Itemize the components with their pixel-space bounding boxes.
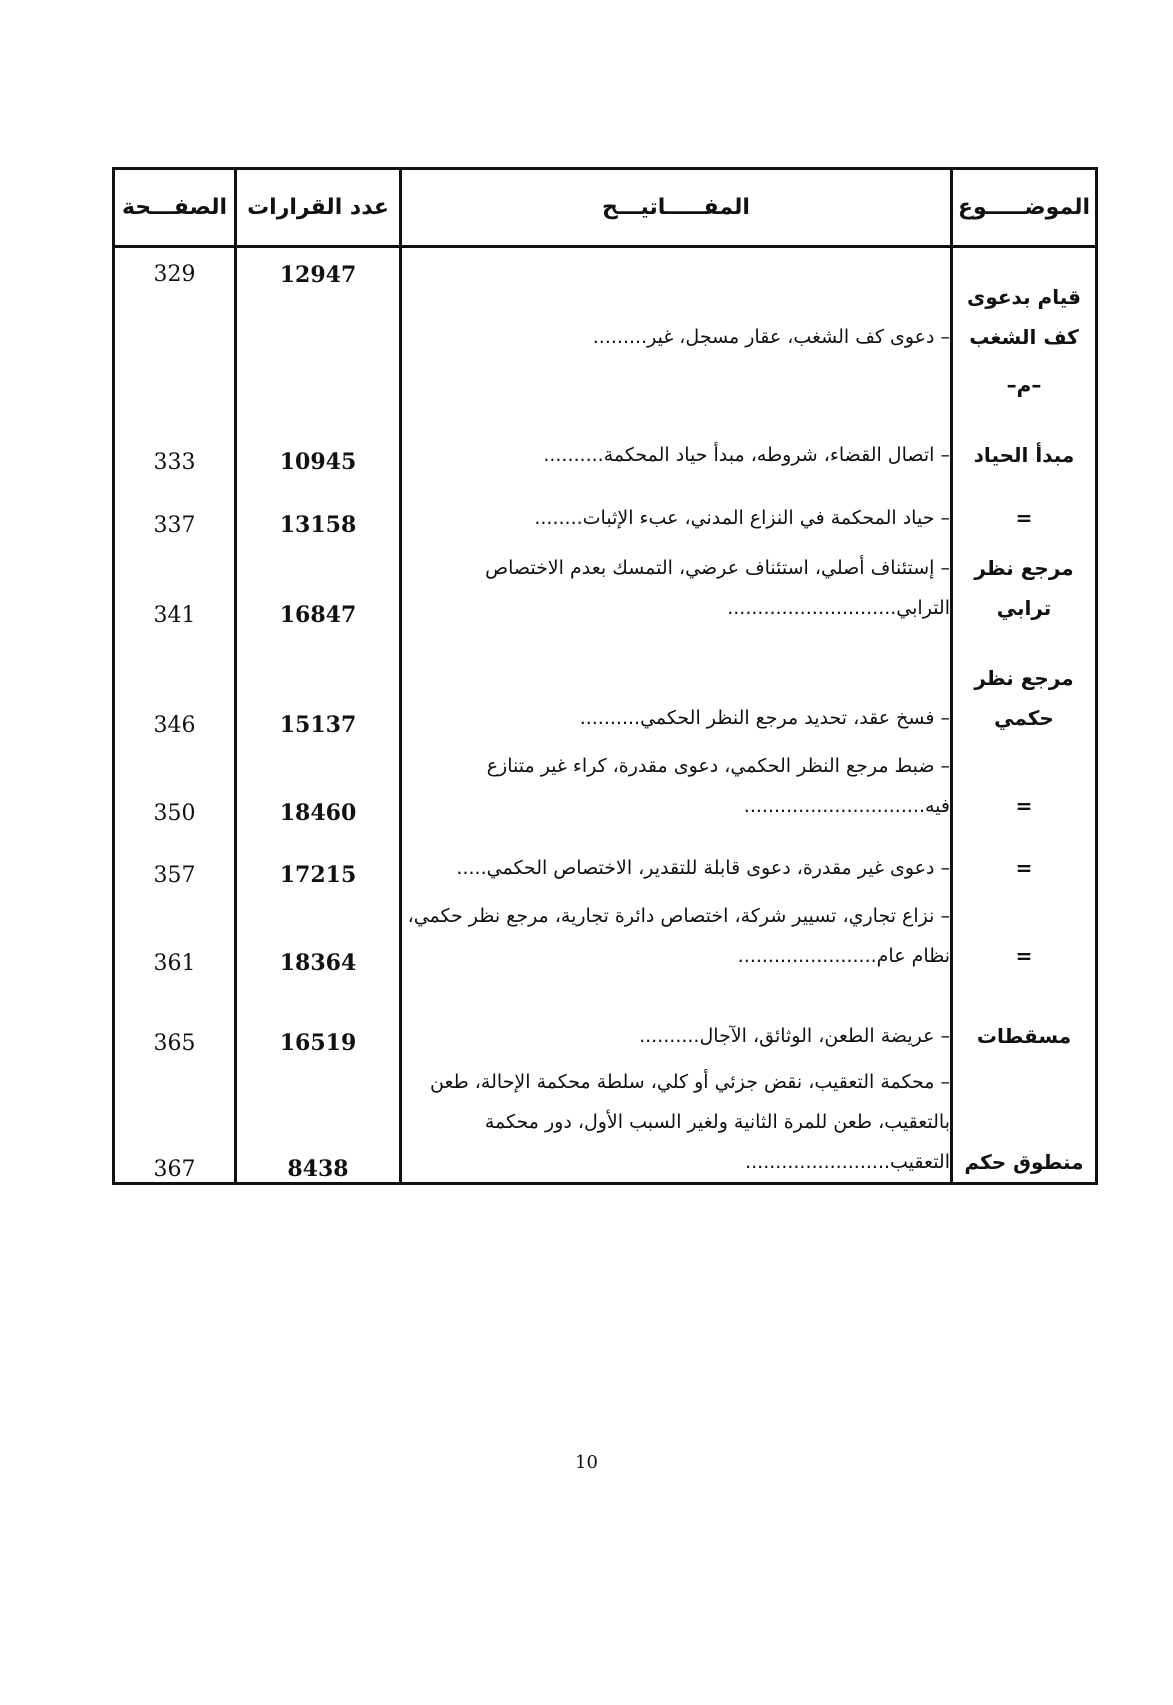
row-subject: =: [952, 888, 1097, 976]
row-keys: – محكمة التعقيب، نقض جزئي أو كلي، سلطة محكمة الإحالة، طعن بالتعقيب، طعن للمرة الثانية ولغير السبب الأول، دور محكمة التعقيب........................: [401, 1056, 952, 1184]
table-row: [114, 1056, 1097, 1184]
page-number: 10: [575, 1452, 598, 1473]
row-count: 17215: [236, 826, 401, 888]
row-count: 8438: [236, 1056, 401, 1184]
header-page: الصفـــحة: [114, 169, 236, 247]
header-keys: المفـــــاتيـــح: [401, 169, 952, 247]
row-subject: قيام بدعوى كف الشغب: [952, 247, 1097, 357]
row-keys: – نزاع تجاري، تسيير شركة، اختصاص دائرة تجارية، مرجع نظر حكمي، نظام عام.......................: [401, 888, 952, 976]
row-count: [236, 357, 401, 405]
row-subject: =: [952, 738, 1097, 826]
row-count: 15137: [236, 628, 401, 738]
table-header-row: [114, 169, 1097, 247]
row-count: 10945: [236, 405, 401, 475]
table-row: [114, 405, 1097, 475]
row-subject: مسقطات: [952, 976, 1097, 1056]
row-page: 337: [114, 475, 236, 538]
table-row: [114, 475, 1097, 538]
row-page: 367: [114, 1056, 236, 1184]
table-row: [114, 247, 1097, 357]
row-keys: – فسخ عقد، تحديد مرجع النظر الحكمي..........: [401, 628, 952, 738]
row-count: 12947: [236, 247, 401, 357]
row-keys: – حياد المحكمة في النزاع المدني، عبء الإثبات........: [401, 475, 952, 538]
row-keys: – دعوى كف الشغب، عقار مسجل، غير.........: [401, 247, 952, 357]
row-subject: =: [952, 475, 1097, 538]
row-page: 361: [114, 888, 236, 976]
header-count: عدد القرارات: [236, 169, 401, 247]
row-count: 16519: [236, 976, 401, 1056]
row-keys: [401, 357, 952, 405]
table-row: [114, 976, 1097, 1056]
row-page: 357: [114, 826, 236, 888]
row-subject: =: [952, 826, 1097, 888]
row-count: 13158: [236, 475, 401, 538]
row-subject: –م–: [952, 357, 1097, 405]
row-page: 333: [114, 405, 236, 475]
row-keys: – إستئناف أصلي، استئناف عرضي، التمسك بعدم الاختصاص الترابي............................: [401, 538, 952, 628]
row-page: 329: [114, 247, 236, 357]
row-keys: – عريضة الطعن، الوثائق، الآجال..........: [401, 976, 952, 1056]
row-keys: – اتصال القضاء، شروطه، مبدأ حياد المحكمة..........: [401, 405, 952, 475]
row-page: 346: [114, 628, 236, 738]
row-page: 350: [114, 738, 236, 826]
decisions-index-table: [112, 167, 1098, 1185]
row-subject: مبدأ الحياد: [952, 405, 1097, 475]
table-row: [114, 888, 1097, 976]
row-subject: منطوق حكم: [952, 1056, 1097, 1184]
table-row: [114, 738, 1097, 826]
table-row: [114, 628, 1097, 738]
row-count: 18364: [236, 888, 401, 976]
row-keys: – دعوى غير مقدرة، دعوى قابلة للتقدير، الاختصاص الحكمي.....: [401, 826, 952, 888]
row-count: 16847: [236, 538, 401, 628]
row-subject: مرجع نظر ترابي: [952, 538, 1097, 628]
table-row: [114, 826, 1097, 888]
row-page: [114, 357, 236, 405]
row-count: 18460: [236, 738, 401, 826]
row-subject: مرجع نظر حكمي: [952, 628, 1097, 738]
header-subject: الموضـــــوع: [952, 169, 1097, 247]
row-page: 365: [114, 976, 236, 1056]
table-row: [114, 538, 1097, 628]
row-keys: – ضبط مرجع النظر الحكمي، دعوى مقدرة، كراء غير متنازع فيه..............................: [401, 738, 952, 826]
table-row: [114, 357, 1097, 405]
row-page: 341: [114, 538, 236, 628]
